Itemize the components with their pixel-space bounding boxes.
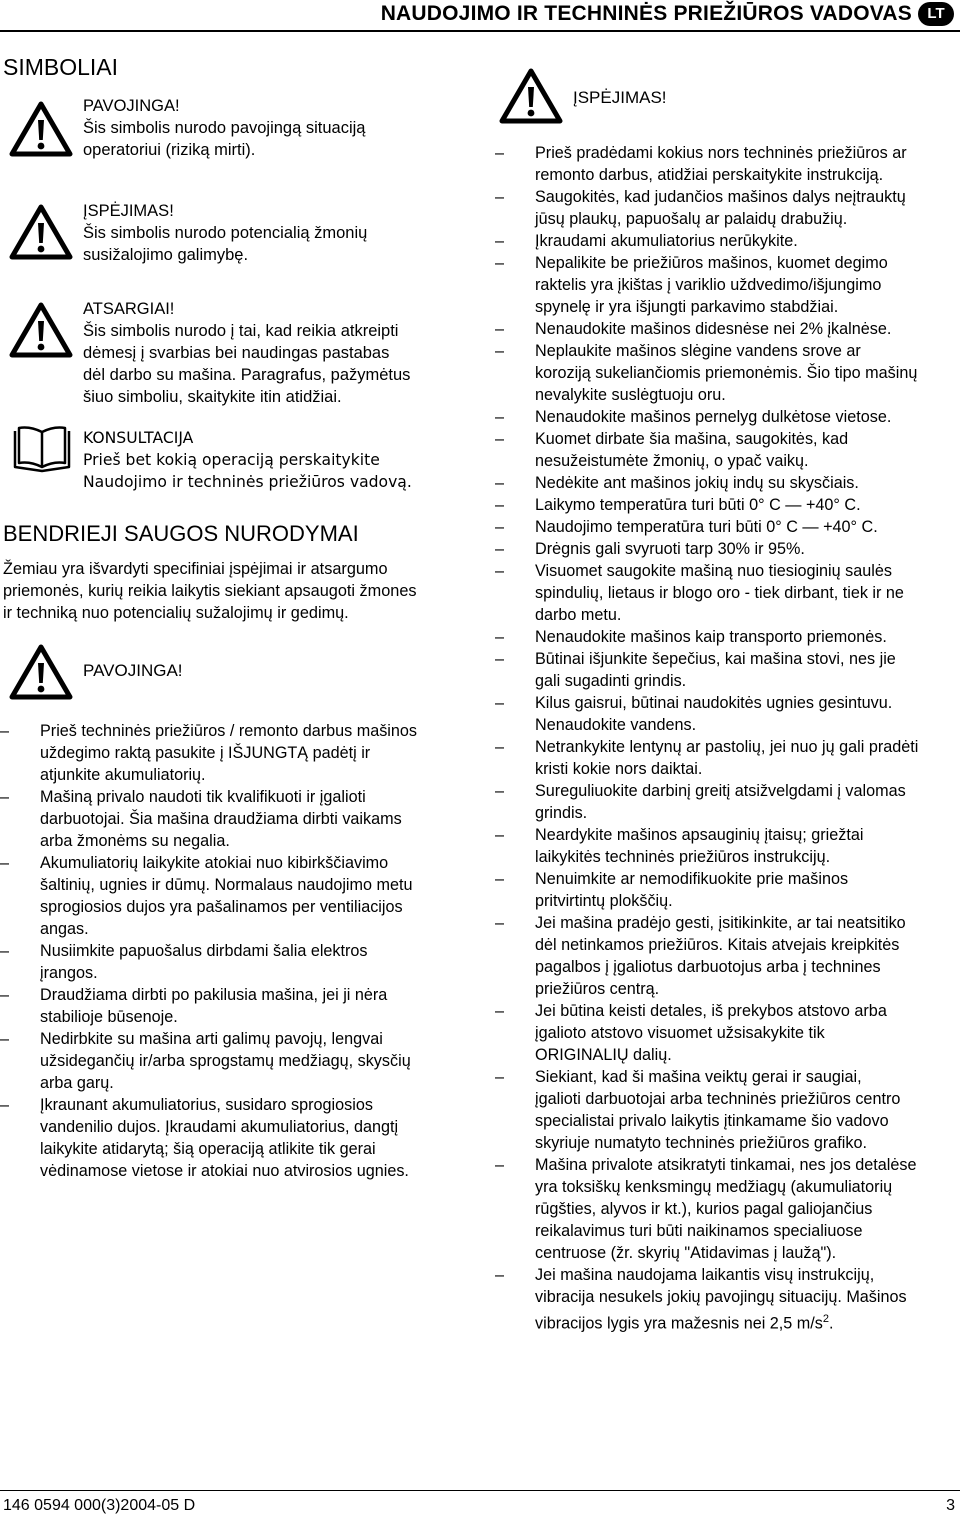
dash-bullet: – bbox=[495, 1156, 505, 1174]
caution-triangle-icon bbox=[8, 301, 74, 359]
dash-bullet: – bbox=[495, 782, 505, 800]
dash-bullet: – bbox=[0, 1096, 10, 1114]
dash-bullet: – bbox=[495, 474, 505, 492]
text-line: PAVOJINGA! bbox=[83, 97, 180, 115]
text-line: skyriuje numatyto techninės priežiūros grafiko. bbox=[535, 1134, 867, 1152]
text-line: Kilus gaisrui, būtinai naudokitės ugnies gesintuvu. bbox=[535, 694, 893, 712]
text-line: Netrankykite lentynų ar pastolių, jei nuo jų gali pradėti bbox=[535, 738, 919, 756]
text-part: . bbox=[829, 1314, 834, 1333]
dash-bullet: – bbox=[495, 254, 505, 272]
text-line: arba žmonėms su negalia. bbox=[40, 832, 230, 850]
dash-bullet: – bbox=[495, 738, 505, 756]
list-item bbox=[495, 186, 960, 230]
dash-bullet: – bbox=[495, 540, 505, 558]
text-line: šiuo simboliu, skaitykite itin atidžiai. bbox=[83, 388, 342, 406]
list-item bbox=[495, 824, 960, 868]
list-item bbox=[0, 786, 472, 852]
list-item bbox=[495, 560, 960, 626]
text-line: centruose (žr. skyrių "Atidavimas į laužą"). bbox=[535, 1244, 837, 1262]
text-line: Nenuimkite ar nemodifikuokite prie mašinos bbox=[535, 870, 849, 888]
text-line: Neplaukite mašinos slėgine vandens srove ar bbox=[535, 342, 861, 360]
text-line: Saugokitės, kad judančios mašinos dalys neįtrauktų bbox=[535, 188, 906, 206]
text-line: atjunkite akumuliatorių. bbox=[40, 766, 206, 784]
manual-book-icon bbox=[12, 425, 72, 473]
text-part: vibracijos lygis yra mažesnis nei 2,5 m/s bbox=[535, 1314, 823, 1333]
text-line: Jei mašina naudojama laikantis visų instrukcijų, bbox=[535, 1266, 875, 1284]
text-line: Siekiant, kad ši mašina veiktų gerai ir saugiai, bbox=[535, 1068, 862, 1086]
text-line: Draudžiama dirbti po pakilusia mašina, jei ji nėra bbox=[40, 986, 388, 1004]
dash-bullet: – bbox=[495, 694, 505, 712]
dash-bullet: – bbox=[495, 1002, 505, 1020]
dash-bullet: – bbox=[0, 788, 10, 806]
header-title: NAUDOJIMO IR TECHNINĖS PRIEŽIŪROS VADOVAS bbox=[380, 2, 912, 25]
text-line: Visuomet saugokite mašiną nuo tiesioginių saulės bbox=[535, 562, 892, 580]
text-line bbox=[535, 1308, 960, 1334]
text-line: arba garų. bbox=[40, 1074, 114, 1092]
list-item bbox=[495, 494, 960, 516]
list-item bbox=[495, 626, 960, 648]
text-line: laikykite atidarytą; šią operaciją atlikite tik gerai bbox=[40, 1140, 376, 1158]
text-part: dėl darbo su mašina. bbox=[83, 366, 237, 384]
text-line: užsidegančių ir/arba sprogstamų medžiagų, skysčių bbox=[40, 1052, 411, 1070]
language-badge: LT bbox=[918, 2, 954, 26]
document-code: 146 0594 000(3)2004-05 D bbox=[3, 1497, 196, 1514]
text-line: Kuomet dirbate šia mašina, saugokitės, kad bbox=[535, 430, 849, 448]
text-line: dėl netinkamos priežiūros. Kitais atvejais kreipkitės bbox=[535, 936, 900, 954]
text-line: specialistai privalo laikytis įtinkamame šio vadovo bbox=[535, 1112, 889, 1130]
text-line: Nedėkite ant mašinos jokių indų su skysčiais. bbox=[535, 474, 859, 492]
text-line: ir techniką nuo potencialių sužalojimų ir gedimų. bbox=[3, 604, 349, 622]
general-safety-heading: BENDRIEJI SAUGOS NURODYMAI bbox=[3, 521, 359, 546]
warning-symbol-text bbox=[83, 200, 473, 266]
text-line: Prieš techninės priežiūros / remonto darbus mašinos bbox=[40, 722, 417, 740]
dash-bullet: – bbox=[495, 562, 505, 580]
text-line: kristi kokie nors daiktai. bbox=[535, 760, 703, 778]
dash-bullet: – bbox=[495, 650, 505, 668]
list-item bbox=[0, 1028, 472, 1094]
text-line: Įkraudami akumuliatorius nerūkykite. bbox=[535, 232, 798, 250]
text-line: rūgšties, alyvos ir kt.), kurios pagal galiojančius bbox=[535, 1200, 873, 1218]
text-line: Laikymo temperatūra turi būti 0° C — +40° C. bbox=[535, 496, 861, 514]
dash-bullet: – bbox=[495, 430, 505, 448]
text-line: gali sugadinti grindis. bbox=[535, 672, 687, 690]
text-line: vėdinamose vietose ir atokiai nuo atvirosios ugnies. bbox=[40, 1162, 409, 1180]
text-line: Sureguliuokite darbinį greitį atsižvelgdami į valomas bbox=[535, 782, 906, 800]
dash-bullet: – bbox=[0, 942, 10, 960]
text-line: įgalioto atstovo visuomet užsisakykite tik bbox=[535, 1024, 825, 1042]
danger-instructions-list bbox=[0, 720, 472, 1182]
intro-paragraph bbox=[3, 558, 473, 624]
text-line: Įkraunant akumuliatorius, susidaro sprogiosios bbox=[40, 1096, 373, 1114]
text-line: Prieš bet kokią operaciją perskaitykite bbox=[83, 451, 380, 469]
text-line: Nenaudokite mašinos kaip transporto priemonės. bbox=[535, 628, 887, 646]
list-item bbox=[0, 984, 472, 1028]
text-line: grindis. bbox=[535, 804, 588, 822]
text-line: KONSULTACIJA bbox=[83, 429, 194, 447]
danger-heading: PAVOJINGA! bbox=[83, 661, 183, 680]
text-line: priežiūros centrą. bbox=[535, 980, 660, 998]
dash-bullet: – bbox=[495, 144, 505, 162]
text-line: Drėgnis gali svyruoti tarp 30% ir 95%. bbox=[535, 540, 805, 558]
list-item bbox=[495, 648, 960, 692]
list-item bbox=[495, 692, 960, 736]
danger-symbol-text bbox=[83, 95, 473, 161]
text-line: Šis simbolis nurodo į tai, kad reikia atkreipti bbox=[83, 322, 399, 340]
text-line: Naudojimo temperatūra turi būti 0° C — +40° C. bbox=[535, 518, 878, 536]
warning-triangle-icon bbox=[8, 203, 74, 261]
text-line: vandenilio dujos. Įkraudami akumuliatorius, dangtį bbox=[40, 1118, 399, 1136]
text-line: ATSARGIAI! bbox=[83, 300, 175, 318]
text-line: Būtinai išjunkite šepečius, kai mašina stovi, nes jie bbox=[535, 650, 896, 668]
list-item bbox=[495, 538, 960, 560]
text-line: pagalbos į įgaliotus darbuotojus arba į technines bbox=[535, 958, 881, 976]
text-line: Neardykite mašinos apsauginių įtaisų; griežtai bbox=[535, 826, 864, 844]
page-number: 3 bbox=[946, 1497, 955, 1514]
list-item bbox=[495, 142, 960, 186]
text-line: nevalykite suslėgtuoju oru. bbox=[535, 386, 726, 404]
dash-bullet: – bbox=[495, 496, 505, 514]
danger-section-triangle-icon bbox=[8, 643, 74, 701]
list-item bbox=[495, 406, 960, 428]
list-item bbox=[0, 940, 472, 984]
text-line: darbuotojai. Šia mašina draudžiama dirbti vaikams bbox=[40, 810, 402, 828]
text-line: Jei mašina pradėjo gesti, įsitikinkite, ar tai neatsitiko bbox=[535, 914, 906, 932]
warning-heading: ĮSPĖJIMAS! bbox=[573, 88, 667, 107]
text-line: Nepalikite be priežiūros mašinos, kuomet degimo bbox=[535, 254, 888, 272]
list-item bbox=[0, 1094, 472, 1182]
text-line: Jei būtina keisti detales, iš prekybos atstovo arba bbox=[535, 1002, 887, 1020]
dash-bullet: – bbox=[495, 188, 505, 206]
danger-warning-triangle-icon bbox=[8, 100, 74, 158]
dash-bullet: – bbox=[495, 408, 505, 426]
list-item bbox=[0, 720, 472, 786]
text-line: Šis simbolis nurodo pavojingą situaciją bbox=[83, 119, 366, 137]
text-line: įrangos. bbox=[40, 964, 98, 982]
text-line: ĮSPĖJIMAS! bbox=[83, 202, 174, 220]
list-item bbox=[495, 1154, 960, 1264]
text-line: laikykitės techninės priežiūros instrukcijų. bbox=[535, 848, 831, 866]
text-line: darbo metu. bbox=[535, 606, 622, 624]
text-line: Akumuliatorių laikykite atokiai nuo kibirkščiavimo bbox=[40, 854, 389, 872]
header-rule bbox=[0, 30, 960, 32]
footer-rule bbox=[0, 1490, 960, 1491]
text-line: dėmesį į svarbias bei naudingas pastabas bbox=[83, 344, 390, 362]
list-item bbox=[495, 912, 960, 1000]
dash-bullet: – bbox=[495, 826, 505, 844]
list-item bbox=[495, 230, 960, 252]
text-line: Nusiimkite papuošalus dirbdami šalia elektros bbox=[40, 942, 368, 960]
dash-bullet: – bbox=[495, 628, 505, 646]
text-line: Nenaudokite mašinos didesnėse nei 2% įkalnėse. bbox=[535, 320, 892, 338]
list-item bbox=[495, 516, 960, 538]
warning-instructions-list bbox=[495, 142, 960, 1334]
text-line: susižalojimo galimybę. bbox=[83, 246, 249, 264]
text-line: ORIGINALIŲ dalių. bbox=[535, 1046, 672, 1064]
caution-symbol-text bbox=[83, 298, 473, 408]
dash-bullet: – bbox=[495, 320, 505, 338]
text-part: Paragrafus, pažymėtus bbox=[236, 366, 411, 384]
dash-bullet: – bbox=[0, 986, 10, 1004]
text-line: Naudojimo ir techninės priežiūros vadovą. bbox=[83, 473, 412, 491]
text-line: jūsų plaukų, papuošalų ar palaidų drabužių. bbox=[535, 210, 848, 228]
dash-bullet: – bbox=[495, 232, 505, 250]
list-item bbox=[0, 852, 472, 940]
text-line: priemonės, kurių reikia laikytis siekiant apsaugoti žmones bbox=[3, 582, 417, 600]
list-item bbox=[495, 1000, 960, 1066]
text-line: koroziją sukeliančiomis priemonėmis. Šio tipo mašinų bbox=[535, 364, 918, 382]
text-line: angas. bbox=[40, 920, 89, 938]
text-line bbox=[83, 364, 473, 386]
symbols-heading: SIMBOLIAI bbox=[3, 54, 119, 80]
text-line: yra toksiškų kenksmingų medžiagų (akumuliatorių bbox=[535, 1178, 893, 1196]
text-line: Prieš pradėdami kokius nors techninės priežiūros ar bbox=[535, 144, 907, 162]
warning-section-triangle-icon bbox=[498, 67, 564, 125]
text-line: Nedirbkite su mašina arti galimų pavojų, lengvai bbox=[40, 1030, 383, 1048]
text-line: spindulių, lietaus ir blogo oro - tiek dirbant, tiek ir ne bbox=[535, 584, 904, 602]
list-item bbox=[495, 252, 960, 318]
text-line: Nenaudokite vandens. bbox=[535, 716, 697, 734]
text-line: uždegimo raktą pasukite į IŠJUNGTĄ padėtį ir bbox=[40, 744, 371, 762]
text-line: stabilioje būsenoje. bbox=[40, 1008, 178, 1026]
list-item bbox=[495, 340, 960, 406]
text-line: Mašiną privalo naudoti tik kvalifikuoti ir įgalioti bbox=[40, 788, 366, 806]
list-item bbox=[495, 428, 960, 472]
dash-bullet: – bbox=[0, 1030, 10, 1048]
list-item bbox=[495, 868, 960, 912]
text-line: raktelis yra įkištas į variklio uždvedimo/išjungimo bbox=[535, 276, 882, 294]
text-line: Nenaudokite mašinos pernelyg dulkėtose vietose. bbox=[535, 408, 892, 426]
text-line: operatoriui (riziką mirti). bbox=[83, 141, 256, 159]
text-line: reikalavimus turi būti naikinamos specialiuose bbox=[535, 1222, 863, 1240]
list-item bbox=[495, 1066, 960, 1154]
dash-bullet: – bbox=[495, 518, 505, 536]
text-line: Žemiau yra išvardyti specifiniai įspėjimai ir atsargumo bbox=[3, 560, 388, 578]
dash-bullet: – bbox=[495, 342, 505, 360]
text-line: šaltinių, ugnies ir dūmų. Normalaus naudojimo metu bbox=[40, 876, 413, 894]
dash-bullet: – bbox=[0, 854, 10, 872]
dash-bullet: – bbox=[0, 722, 10, 740]
text-line: sprogiosios dujos yra pašalinamos per ventiliacijos bbox=[40, 898, 403, 916]
list-item bbox=[495, 780, 960, 824]
dash-bullet: – bbox=[495, 870, 505, 888]
list-item bbox=[495, 318, 960, 340]
consult-symbol-text bbox=[83, 427, 473, 493]
superscript: 2 bbox=[822, 1313, 829, 1325]
list-item bbox=[495, 472, 960, 494]
dash-bullet: – bbox=[495, 914, 505, 932]
text-line: pritvirtintų plokščių. bbox=[535, 892, 673, 910]
text-line: remonto darbus, atidžiai perskaitykite instrukciją. bbox=[535, 166, 884, 184]
text-line: Mašina privalote atsikratyti tinkamai, nes jos detalėse bbox=[535, 1156, 917, 1174]
text-line: spynelę ir yra išjungti parkavimo stabdžiai. bbox=[535, 298, 839, 316]
list-item bbox=[495, 1264, 960, 1334]
text-line: įgalioti darbuotojai arba techninės priežiūros centro bbox=[535, 1090, 901, 1108]
text-line: nesužeistumėte žmonių, o ypač vaikų. bbox=[535, 452, 809, 470]
list-item bbox=[495, 736, 960, 780]
text-line: Šis simbolis nurodo potencialią žmonių bbox=[83, 224, 368, 242]
text-line: vibracija nesukels jokių pavojingų situacijų. Mašinos bbox=[535, 1288, 907, 1306]
dash-bullet: – bbox=[495, 1068, 505, 1086]
dash-bullet: – bbox=[495, 1266, 505, 1284]
